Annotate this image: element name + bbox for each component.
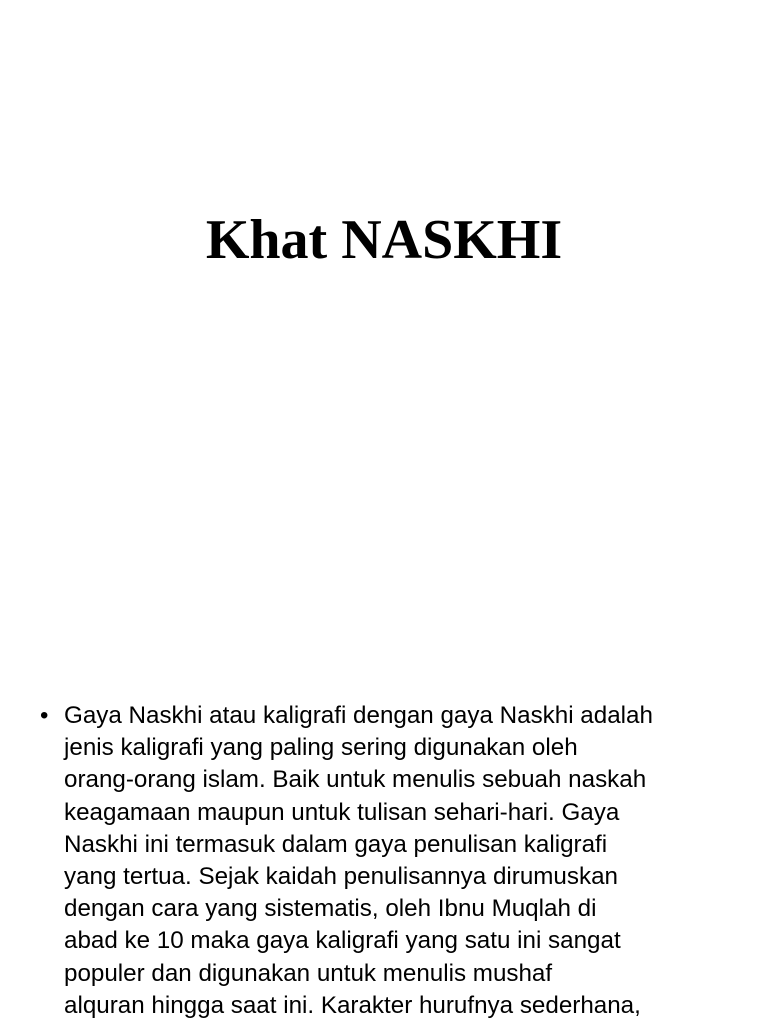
- bullet-text-line: dengan cara yang sistematis, oleh Ibnu Muqlah di: [64, 895, 597, 923]
- bullet-text-line: keagamaan maupun untuk tulisan sehari-hari. Gaya: [64, 798, 620, 826]
- bullet-text-line: yang tertua. Sejak kaidah penulisannya dirumuskan: [64, 863, 618, 891]
- bullet-text-line: alquran hingga saat ini. Karakter hurufnya sederhana,: [64, 991, 641, 1019]
- bullet-item: [40, 700, 740, 1022]
- bullet-text-line: jenis kaligrafi yang paling sering digunakan oleh: [64, 734, 578, 762]
- bullet-text-line: abad ke 10 maka gaya kaligrafi yang satu ini sangat: [64, 927, 621, 955]
- bullet-text-line: Gaya Naskhi atau kaligrafi dengan gaya Naskhi adalah: [64, 702, 653, 729]
- bullet-marker: •: [40, 702, 49, 729]
- bullet-text-line: populer dan digunakan untuk menulis mushaf: [64, 959, 553, 987]
- bullet-text-line: orang-orang islam. Baik untuk menulis sebuah naskah: [64, 766, 647, 794]
- bullet-list: [40, 700, 740, 1022]
- slide-title: Khat NASKHI: [205, 209, 563, 271]
- bullet-text-line: Naskhi ini termasuk dalam gaya penulisan kaligrafi: [64, 830, 608, 858]
